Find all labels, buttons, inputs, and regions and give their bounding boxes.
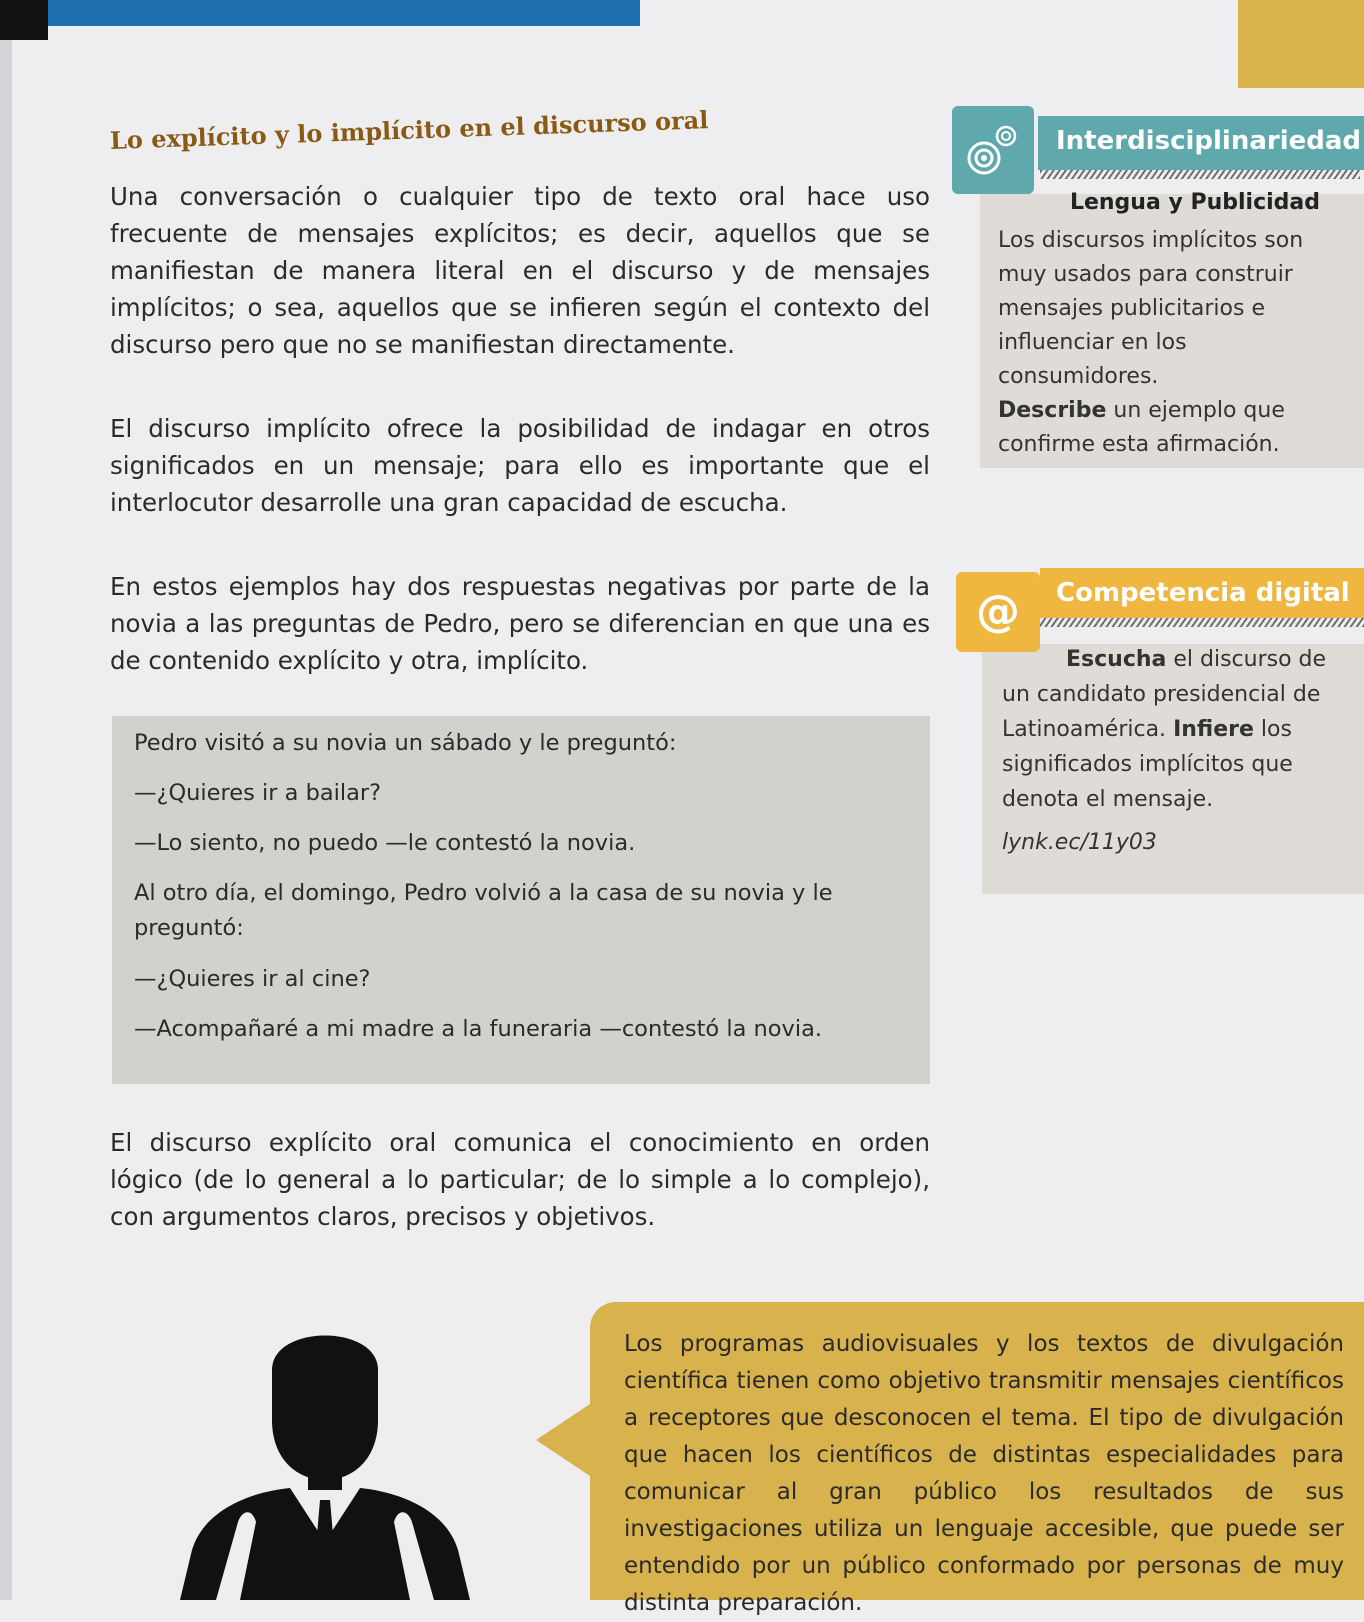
paragraph-examples-intro: En estos ejemplos hay dos respuestas negativas por parte de la novia a las preguntas de Pedro, pero se diferencian en que una es de contenido explícito y otra, implícito. bbox=[110, 572, 930, 675]
paragraph-explicit-implicit: Una conversación o cualquier tipo de texto oral hace uso frecuente de mensajes explícitos; es decir, aquellos que se manifiestan de manera literal en el discurso y de mensajes implícitos; o sea, aquellos que se infieren según el contexto del discurso pero que no se manifiestan directamente. bbox=[110, 182, 930, 359]
interdisciplinariedad-task bbox=[998, 394, 1348, 462]
dialog-line: —¿Quieres ir al cine? bbox=[134, 966, 371, 992]
target-icon bbox=[952, 106, 1034, 194]
example-dialog-box bbox=[112, 716, 930, 1084]
dialog-line: —Lo siento, no puedo —le contestó la novia. bbox=[134, 830, 636, 856]
task-text: un ejemplo que confirme esta afirmación. bbox=[998, 398, 1285, 457]
task-verb: Describe bbox=[998, 398, 1107, 423]
at-sign-icon: @ bbox=[956, 572, 1040, 652]
resource-link[interactable]: lynk.ec/11y03 bbox=[1002, 830, 1157, 855]
speaker-silhouette-icon bbox=[180, 1310, 470, 1600]
task-text: el discurso de un candidato presidencial de Latinoamérica. bbox=[1002, 647, 1327, 742]
header-hatch-divider bbox=[1040, 170, 1360, 179]
interdisciplinariedad-subtitle: Lengua y Publicidad bbox=[1069, 190, 1320, 215]
interdisciplinariedad-text: Los discursos implícitos son muy usados para construir mensajes publicitarios e influenciar en los consumidores. bbox=[998, 228, 1304, 389]
section-heading: Lo explícito y lo implícito en el discurso oral bbox=[109, 105, 709, 155]
competencia-digital-text bbox=[1002, 642, 1354, 817]
top-color-band bbox=[0, 0, 640, 26]
task-verb: Escucha bbox=[1066, 647, 1167, 672]
page-binding-shadow bbox=[0, 0, 12, 1600]
dialog-line: Al otro día, el domingo, Pedro volvió a la casa de su novia y le preguntó: bbox=[134, 880, 833, 941]
task-text: los significados implícitos que denota el mensaje. bbox=[1002, 717, 1293, 812]
dialog-line: —Acompañaré a mi madre a la funeraria —contestó la novia. bbox=[134, 1016, 823, 1042]
paragraph-explicit-discourse: El discurso explícito oral comunica el conocimiento en orden lógico (de lo general a lo particular; de lo simple a lo complejo), con argumentos claros, precisos y objetivos. bbox=[110, 1128, 930, 1231]
header-hatch-divider bbox=[1040, 618, 1364, 627]
interdisciplinariedad-title: Interdisciplinariedad bbox=[1056, 126, 1362, 156]
top-corner-mark bbox=[0, 0, 48, 40]
dialog-line: Pedro visitó a su novia un sábado y le preguntó: bbox=[134, 730, 677, 756]
paragraph-implicit-discourse: El discurso implícito ofrece la posibilidad de indagar en otros significados en un mensaje; para ello es importante que el interlocutor desarrolle una gran capacidad de escucha. bbox=[110, 414, 930, 517]
callout-text: Los programas audiovisuales y los textos de divulgación científica tienen como objetivo transmitir mensajes científicos a receptores que desconocen el tema. El tipo de divulgación que hacen los científicos de distintas especialidades para comunicar al gran público los resultados de sus investigaciones utiliza un lenguaje accesible, que puede ser entendido por un público conformado por personas de muy distinta preparación. bbox=[624, 1331, 1344, 1616]
callout-pointer bbox=[536, 1400, 596, 1480]
dialog-line: —¿Quieres ir a bailar? bbox=[134, 780, 382, 806]
task-verb: Infiere bbox=[1173, 717, 1254, 742]
competencia-digital-title: Competencia digital bbox=[1056, 578, 1350, 608]
page-corner-tab bbox=[1238, 0, 1364, 88]
